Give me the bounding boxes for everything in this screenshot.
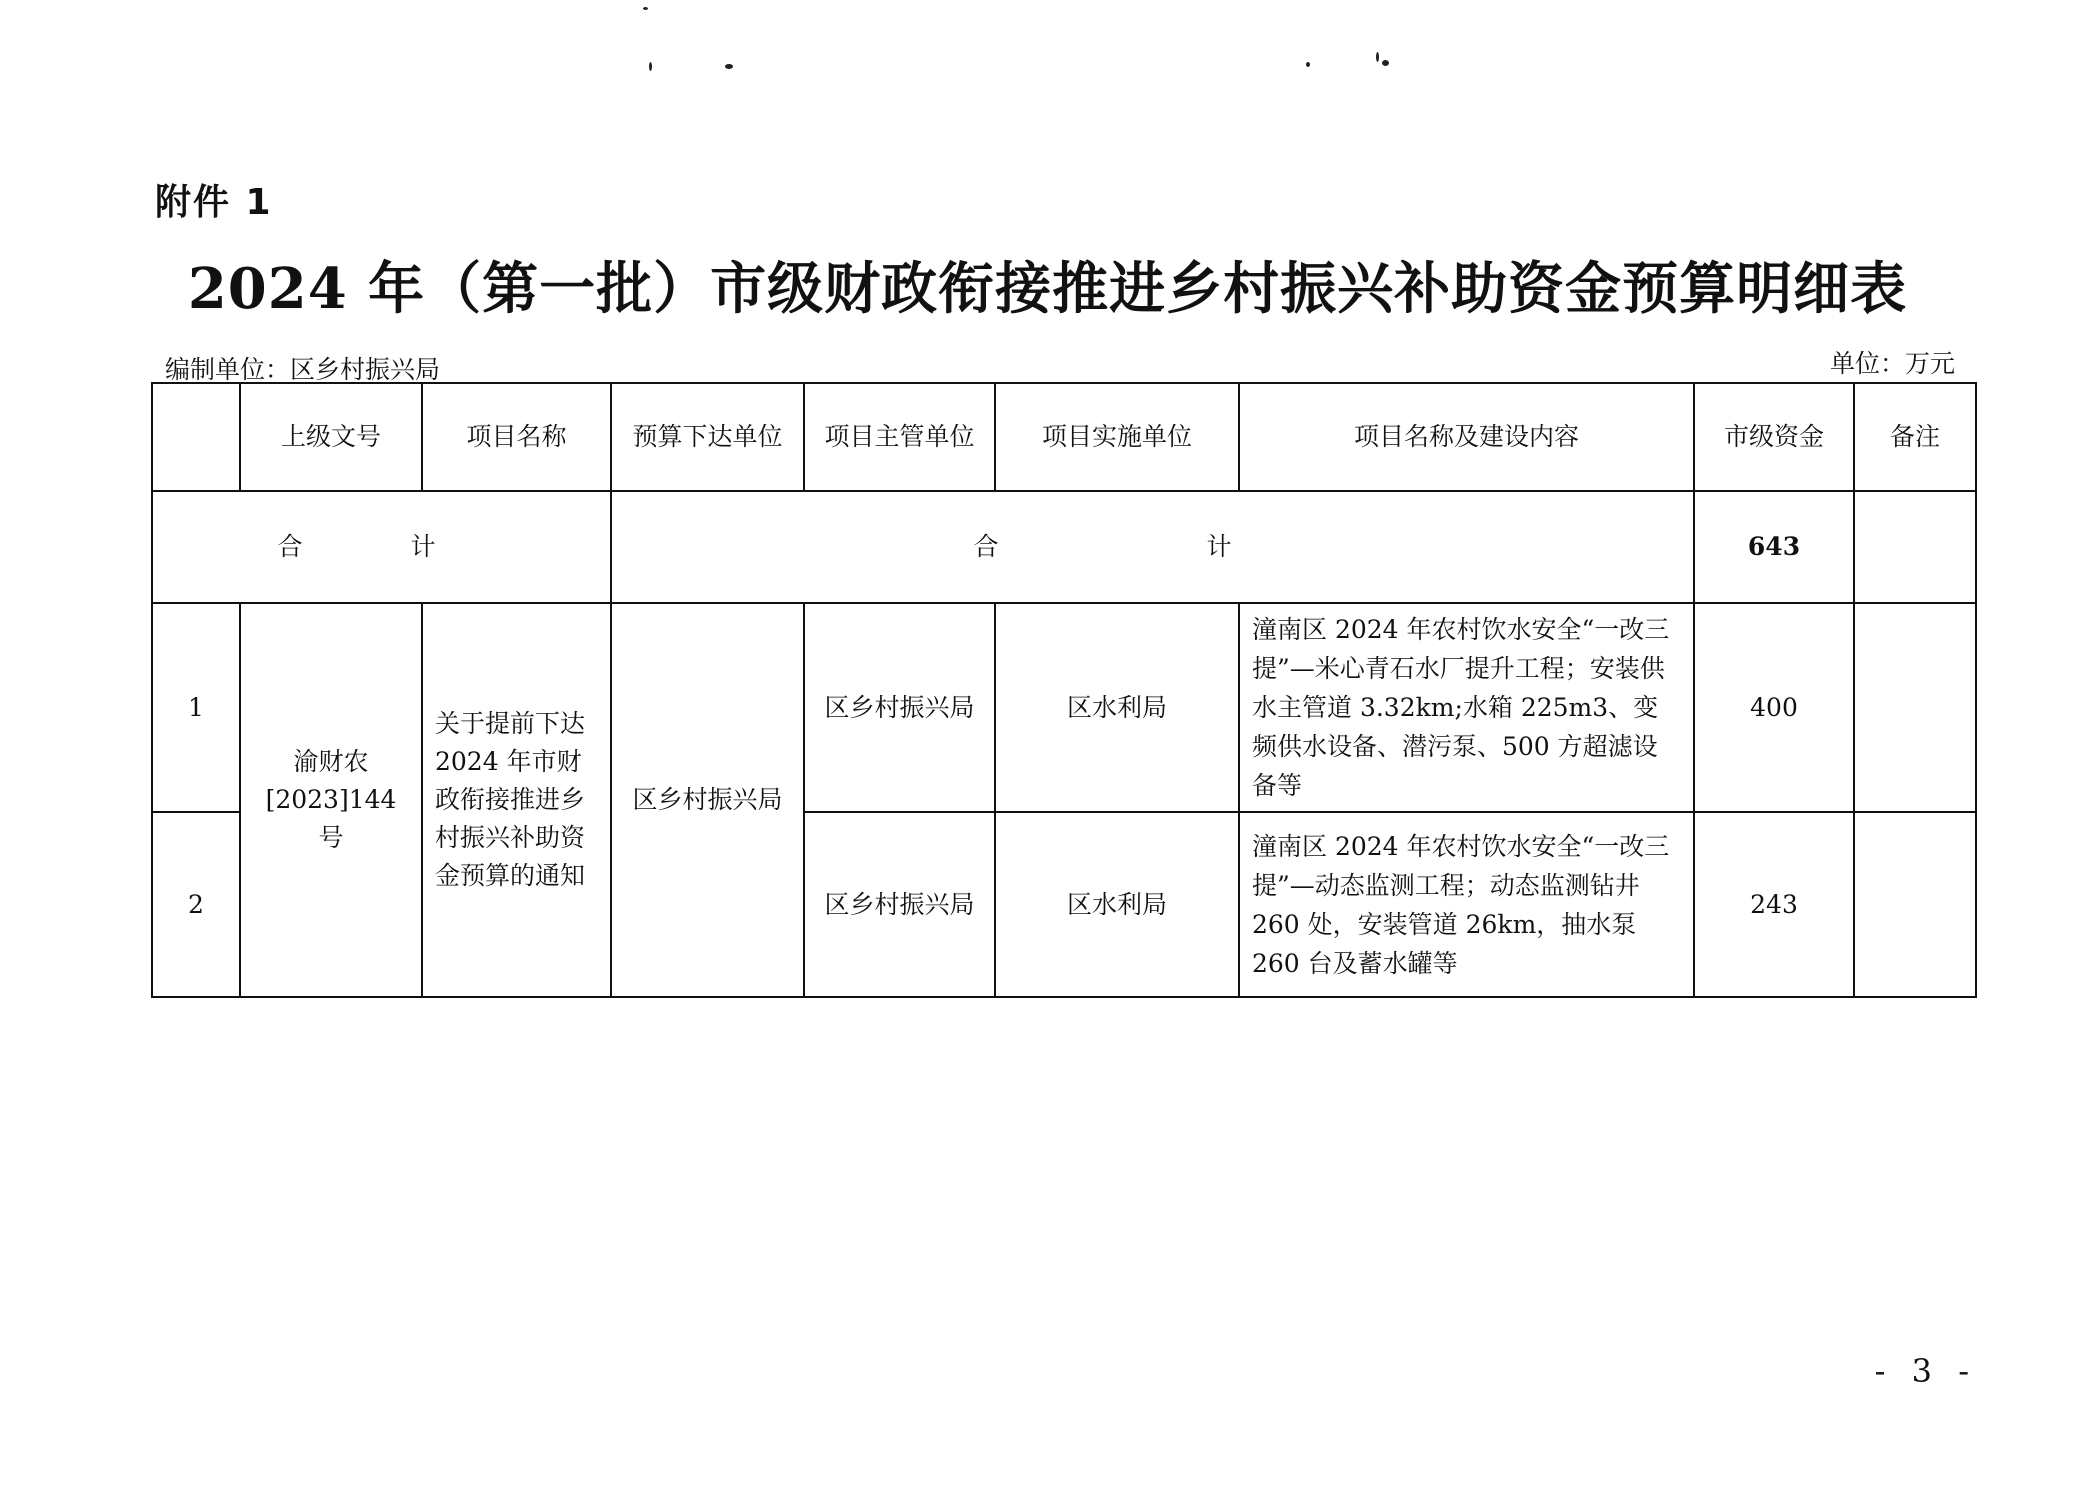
table-row <box>152 603 1976 812</box>
project-name-cell: 关于提前下达2024 年市财政衔接推进乡村振兴补助资金预算的通知 <box>422 603 611 997</box>
compiling-unit: 编制单位：区乡村振兴局 <box>165 355 441 384</box>
total-remarks <box>1854 491 1976 603</box>
row-index: 2 <box>152 812 240 997</box>
amount-unit: 单位：万元 <box>1829 349 1955 378</box>
supervising-unit-cell: 区乡村振兴局 <box>804 812 995 997</box>
header-content: 项目名称及建设内容 <box>1239 383 1694 491</box>
page-number: - 3 - <box>1874 1352 1977 1390</box>
implementing-unit-cell: 区水利局 <box>995 812 1239 997</box>
supervising-unit-cell: 区乡村振兴局 <box>804 603 995 812</box>
document-title: 2024 年（第一批）市级财政衔接推进乡村振兴补助资金预算明细表 <box>187 256 1908 322</box>
header-project-name: 项目名称 <box>422 383 611 491</box>
total-city-funds: 643 <box>1694 491 1854 603</box>
implementing-unit-cell: 区水利局 <box>995 603 1239 812</box>
scan-speck <box>643 7 648 10</box>
header-supervising-unit: 项目主管单位 <box>804 383 995 491</box>
header-city-funds: 市级资金 <box>1694 383 1854 491</box>
scan-speck <box>649 62 652 71</box>
total-label-mid: 合 计 <box>611 491 1694 603</box>
scan-speck <box>725 64 733 69</box>
header-budget-unit: 预算下达单位 <box>611 383 804 491</box>
content-cell: 潼南区 2024 年农村饮水安全“一改三提”—米心青石水厂提升工程；安装供水主管道 3.32km;水箱 225m3、变频供水设备、潜污泵、500 方超滤设备等 <box>1239 603 1694 812</box>
budget-unit-cell: 区乡村振兴局 <box>611 603 804 997</box>
content-cell: 潼南区 2024 年农村饮水安全“一改三提”—动态监测工程；动态监测钻井 260 处，安装管道 26km，抽水泵 260 台及蓄水罐等 <box>1239 812 1694 997</box>
remarks-cell <box>1854 812 1976 997</box>
scan-speck <box>1376 52 1379 62</box>
total-label-left: 合 计 <box>152 491 611 603</box>
doc-no-cell: 渝财农[2023]144 号 <box>240 603 422 997</box>
total-row <box>152 491 1976 603</box>
budget-detail-table <box>151 382 1977 998</box>
header-index <box>152 383 240 491</box>
annex-label: 附件 1 <box>155 182 273 223</box>
table-header-row <box>152 383 1976 491</box>
header-doc-no: 上级文号 <box>240 383 422 491</box>
header-implementing-unit: 项目实施单位 <box>995 383 1239 491</box>
remarks-cell <box>1854 603 1976 812</box>
row-index: 1 <box>152 603 240 812</box>
city-funds-cell: 243 <box>1694 812 1854 997</box>
scan-speck <box>1306 62 1310 67</box>
scan-speck <box>1382 60 1389 66</box>
city-funds-cell: 400 <box>1694 603 1854 812</box>
header-remarks: 备注 <box>1854 383 1976 491</box>
